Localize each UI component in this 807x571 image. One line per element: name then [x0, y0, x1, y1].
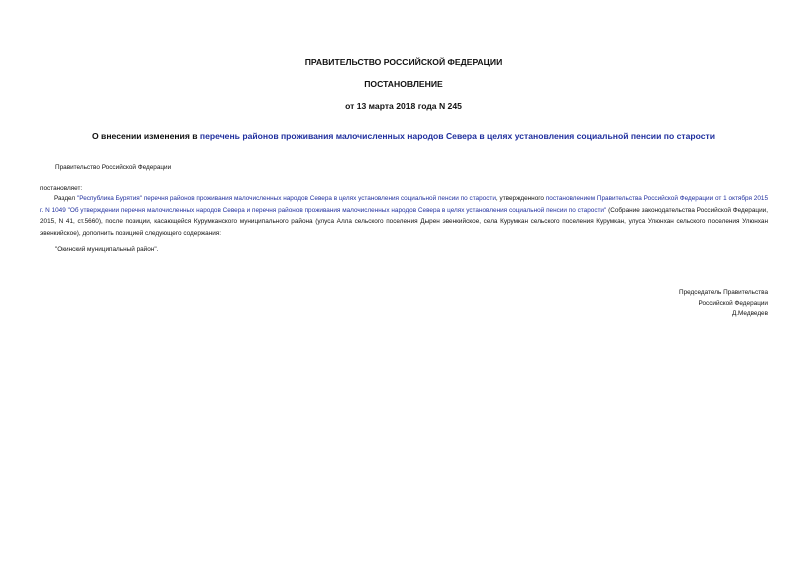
date-number-heading: от 13 марта 2018 года N 245 [345, 101, 462, 111]
title-prefix: О внесении изменения в [91, 131, 200, 141]
signature-name: Д.Медведев [731, 310, 768, 317]
intro-text: Правительство Российской Федерации [55, 164, 172, 171]
decree-text: постановляет: [40, 185, 83, 192]
paragraph-text-b: , утвержденного [495, 195, 546, 202]
document-title [0, 131, 807, 142]
section-link[interactable]: "Республика Бурятия" перечня районов проживания малочисленных народов Севера в целях установления социальной пенсии по старости [76, 195, 496, 202]
main-paragraph [40, 193, 768, 239]
quote-text: "Окинский муниципальный район". [55, 246, 159, 253]
government-heading: ПРАВИТЕЛЬСТВО РОССИЙСКОЙ ФЕДЕРАЦИИ [304, 57, 503, 67]
resolution-link[interactable]: постановлением Правительства Российской Федерации от 1 октября 2015 г. N 1049 "Об утверждении перечня малочисленных народов Севера и перечня районов проживания малочисленных народов Севера в целях установления социальной пенсии по старости" [40, 195, 769, 214]
paragraph-text-c: (Собрание законодательства Российской Федерации, 2015, N 41, ст.5660), после позиции, касающейся Курумканского муниципального района (улуса Алла сельского поселения Дырен эвенкийское, села Курумкан сельского поселения Курумкан, улуса Улюнхан сельского поселения Улюнхан эвенкийское), дополнить позицией следующего содержания: [40, 206, 768, 237]
document-type-heading: ПОСТАНОВЛЕНИЕ [364, 79, 443, 89]
paragraph-text-a: Раздел [54, 195, 77, 202]
title-link[interactable]: перечень районов проживания малочисленных народов Севера в целях установления социальной пенсии по старости [199, 131, 716, 141]
signature-organization: Российской Федерации [698, 300, 768, 307]
signature-title: Председатель Правительства [679, 289, 768, 296]
